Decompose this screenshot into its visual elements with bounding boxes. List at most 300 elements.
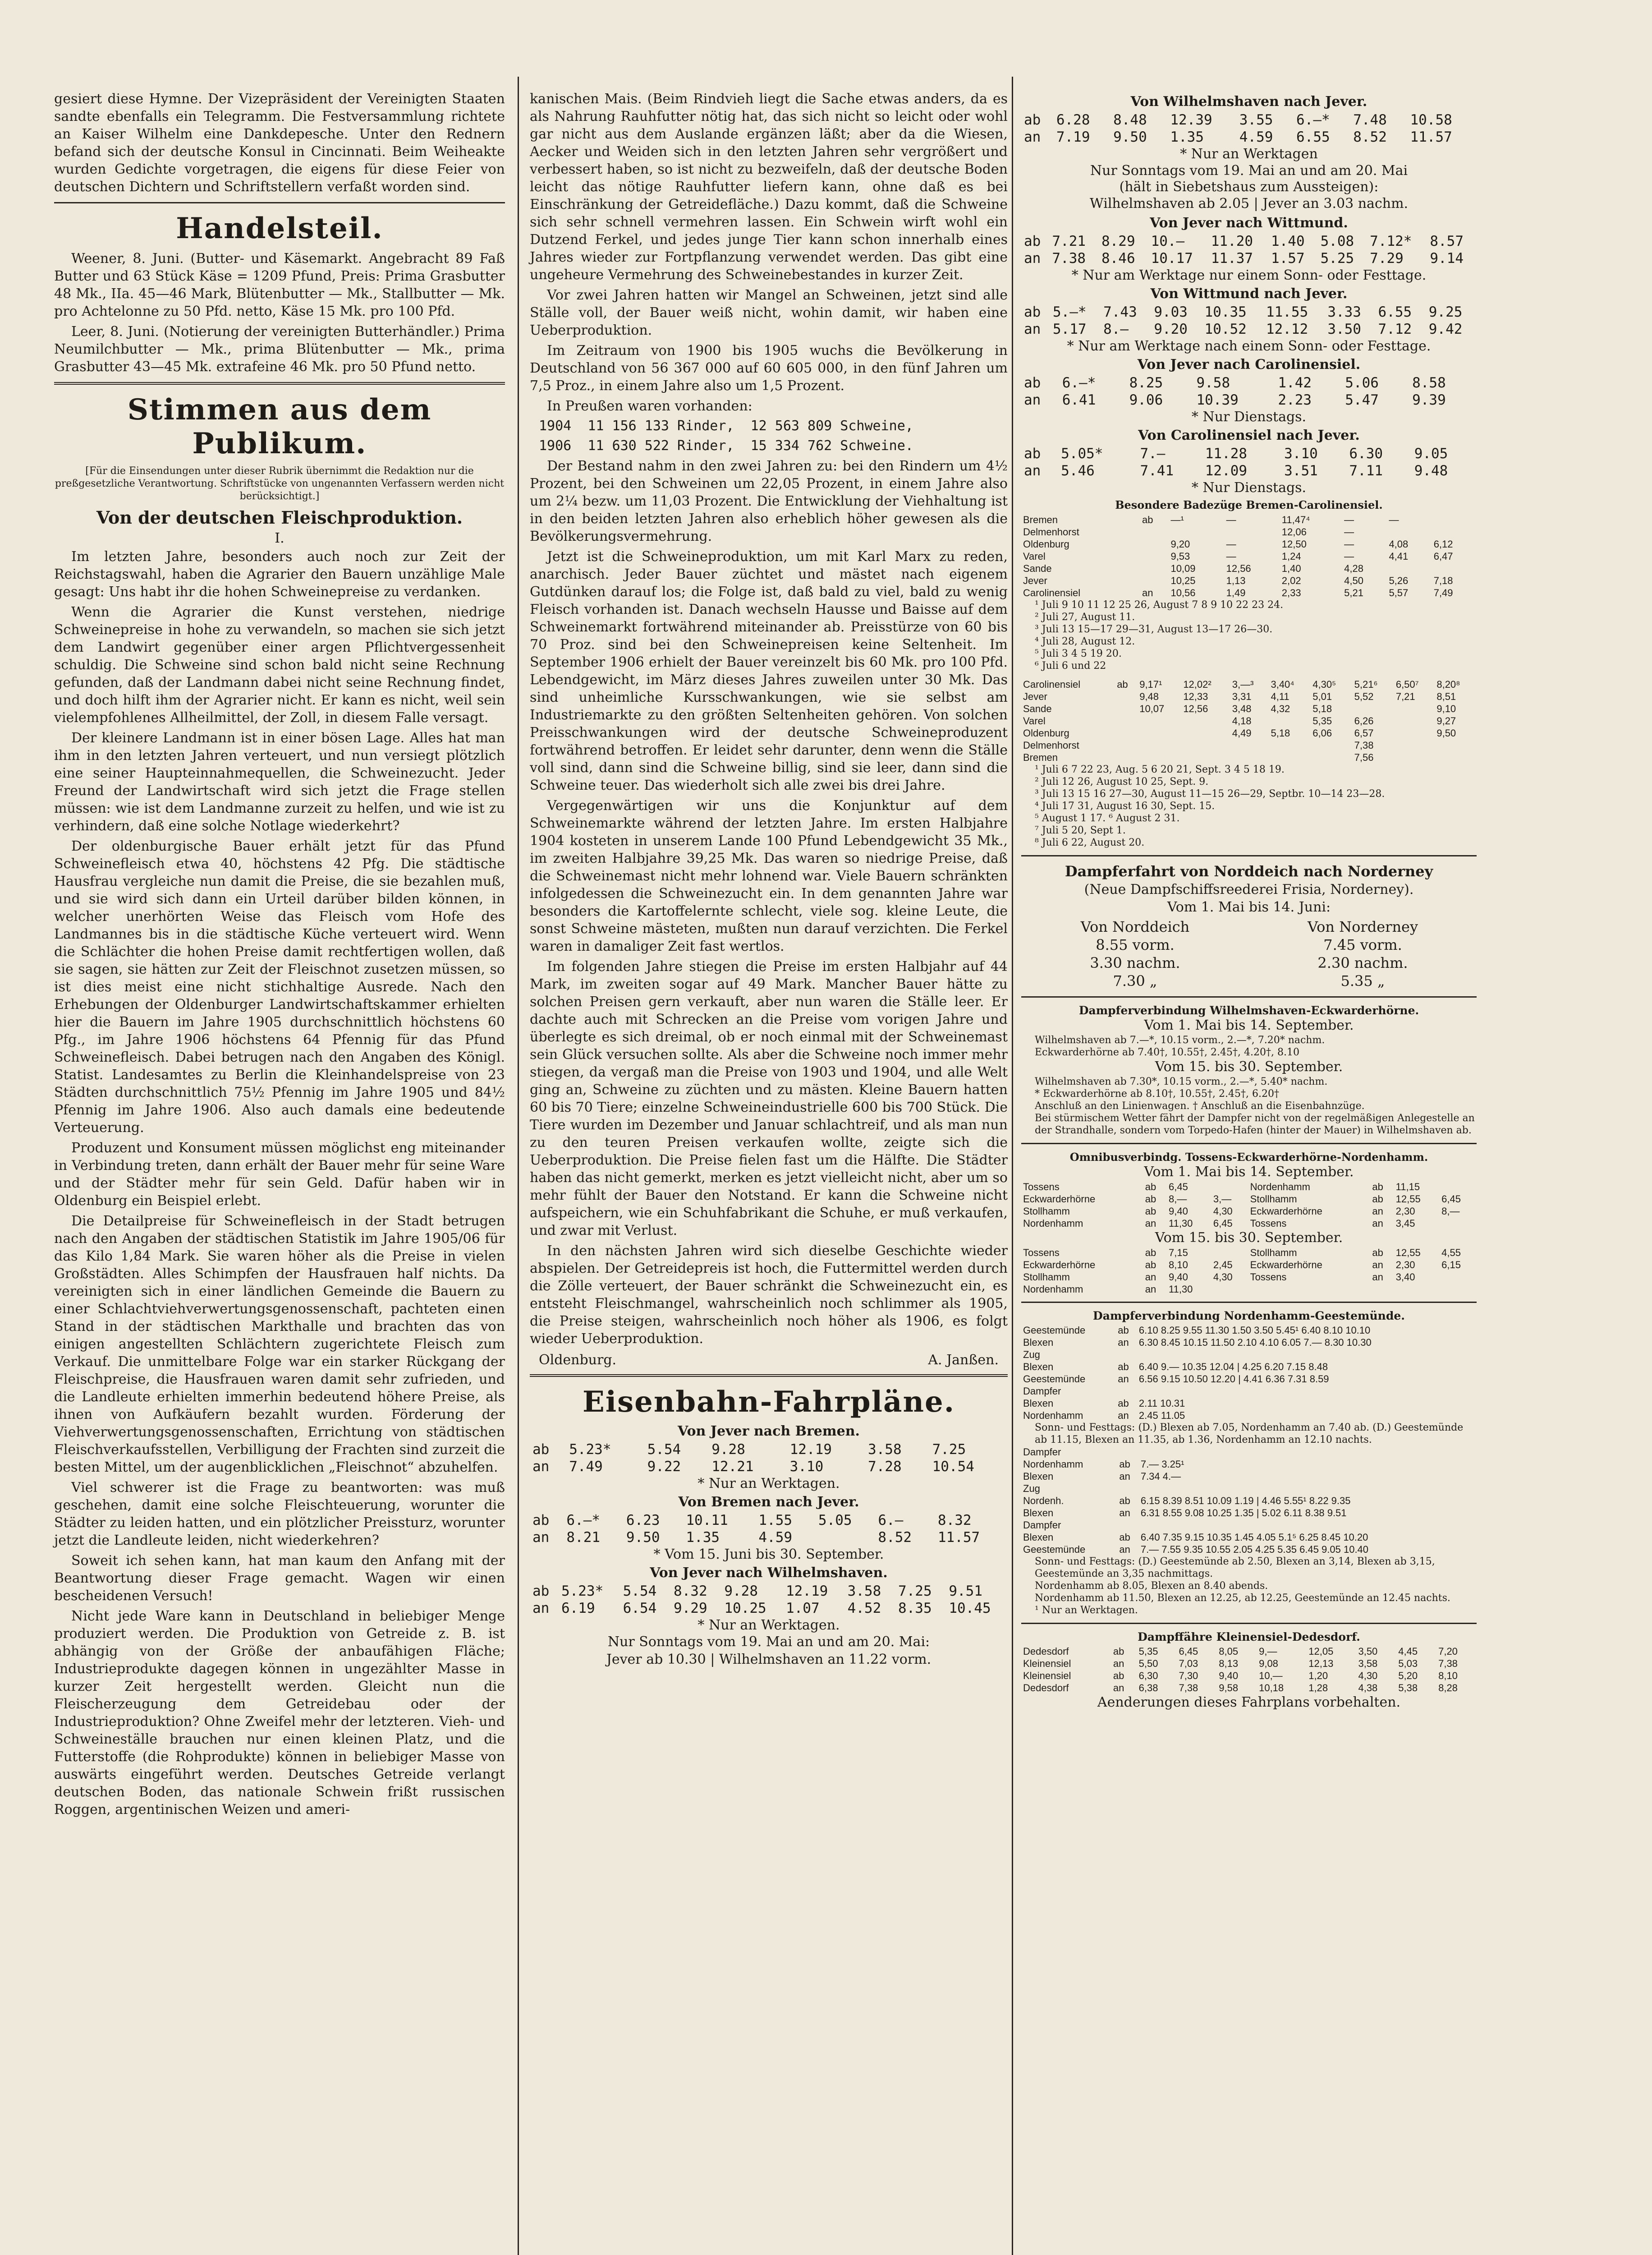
table-cell: ab	[1372, 1247, 1383, 1258]
table-cell: 7.19	[1056, 129, 1090, 145]
table-cell: 4,30	[1213, 1206, 1233, 1217]
ferry-time: 8.55 vorm.	[1096, 936, 1175, 953]
table-cell: 8.57	[1430, 233, 1464, 249]
table-row	[1021, 751, 1477, 764]
table-cell: 4,11	[1271, 691, 1289, 702]
dedesdorf-title: Dampffähre Kleinensiel-Dedesdorf.	[1138, 1630, 1360, 1643]
table-cell: 9.22	[647, 1459, 681, 1475]
table-cell	[1432, 562, 1477, 575]
table-cell: Nordenh.	[1023, 1495, 1064, 1506]
table-cell: 7,20	[1438, 1646, 1458, 1657]
footnote: ⁵ August 1 17. ⁶ August 2 31.	[1035, 813, 1180, 824]
table-cell: 7,15	[1168, 1247, 1188, 1258]
table-cell	[1211, 1283, 1248, 1295]
table-cell: 7.28	[867, 1459, 902, 1475]
table-cell: ab	[1119, 1459, 1130, 1470]
table-cell: 9.25	[1428, 304, 1463, 320]
table-cell: 12,55	[1395, 1247, 1421, 1258]
table-cell: Blexen	[1023, 1398, 1054, 1409]
table-cell	[1440, 1181, 1477, 1193]
table-cell: 6.55	[1378, 304, 1412, 320]
table-cell: 5,03	[1398, 1658, 1418, 1669]
table-cell: —	[1389, 514, 1399, 525]
table-cell: 1,28	[1308, 1682, 1328, 1694]
table-cell: Eckwarderhörne	[1023, 1259, 1096, 1270]
table-cell: ab	[1024, 446, 1041, 462]
table-row	[530, 1583, 1008, 1600]
article-paragraph: In Preußen waren vorhanden:	[547, 398, 753, 414]
table-cell: ab	[1113, 1646, 1124, 1657]
table-row	[1021, 1458, 1477, 1470]
table-cell: 3,31	[1232, 691, 1252, 702]
table-cell	[1137, 1348, 1477, 1361]
table-cell: Kleinensiel	[1023, 1670, 1071, 1681]
table-cell: Varel	[1023, 551, 1046, 562]
table-cell: 8,28	[1438, 1682, 1458, 1694]
table-cell: 11,30	[1168, 1218, 1193, 1229]
market-report-weener: Weener, 8. Juni. (Butter- und Käsemarkt. Angebracht 89 Faß Butter und 63 Stück Käse = 1209 Pfund, Preis: Prima Grasbutter 48 Mk., IIa. 45—46 Mark, Blütenbutter — Mk., Stallbutter — Mk. pro Achtelonne zu 50 Pfd. netto, Käse 15 Mk. pro 100 Pfd.	[54, 251, 505, 319]
table-cell: 7.25	[898, 1583, 932, 1599]
table-cell: 3,—³	[1232, 679, 1254, 690]
ferry-title: Dampferfahrt von Norddeich nach Norderney	[1065, 863, 1433, 880]
table-cell: 11,15	[1395, 1181, 1420, 1192]
omnibus-table	[1021, 1247, 1477, 1295]
article-title: Von der deutschen Fleischproduktion.	[96, 507, 463, 528]
divider	[1021, 855, 1477, 856]
table-cell: 3.10	[789, 1459, 824, 1475]
table-cell	[816, 1529, 875, 1546]
table-row	[1021, 445, 1477, 462]
table-cell	[1435, 751, 1477, 764]
schedule-line: Wilhelmshaven ab 7.—*, 10.15 vorm., 2.—*, 7.20* nachm.	[1035, 1035, 1325, 1046]
table-cell: 6.41	[1062, 392, 1096, 408]
table-row	[1021, 1657, 1477, 1670]
table-cell: 2,02	[1281, 575, 1301, 586]
table-cell: 2,30	[1395, 1206, 1415, 1217]
table-cell: 5,38	[1398, 1682, 1418, 1694]
table-cell: 8.29	[1101, 233, 1135, 249]
table-cell: 8,13	[1219, 1658, 1239, 1669]
table-cell: 5,01	[1312, 691, 1332, 702]
table-cell: an	[1145, 1218, 1156, 1229]
table-cell: 5.06	[1345, 375, 1379, 391]
table-cell: 1.57	[1271, 250, 1305, 267]
table-cell: 9.03	[1154, 304, 1188, 320]
table-cell	[1181, 727, 1230, 739]
table-row	[1021, 1645, 1477, 1657]
table-cell: 6.—*	[1296, 112, 1330, 128]
table-cell: an	[1372, 1259, 1383, 1270]
table-cell: —¹	[1170, 514, 1184, 525]
table-cell: 6.40 9.— 10.35 12.04 | 4.25 6.20 7.15 8.48	[1138, 1361, 1328, 1372]
table-cell: ab	[1145, 1259, 1156, 1270]
table-cell: ab	[1372, 1181, 1383, 1192]
table-cell: 4.52	[847, 1600, 881, 1616]
table-cell	[1181, 751, 1230, 764]
bade-title: Besondere Badezüge Bremen-Carolinensiel.	[1115, 498, 1383, 511]
ferry-time: 2.30 nachm.	[1317, 954, 1408, 971]
table-cell	[1311, 751, 1352, 764]
ferry-schedule	[1021, 918, 1477, 990]
table-cell: Nordenhamm	[1023, 1459, 1083, 1470]
table-cell: 12,33	[1183, 691, 1208, 702]
table-cell: 5.08	[1320, 233, 1354, 249]
table-cell	[1432, 514, 1477, 526]
table-row	[1021, 1361, 1477, 1373]
table-cell: 10,25	[1170, 575, 1196, 586]
table-cell: 11.37	[1211, 250, 1253, 267]
timetable-title: Von Wittmund nach Jever.	[1150, 286, 1348, 302]
table-cell: 2.11 10.31	[1138, 1398, 1185, 1409]
table-cell: Nordenhamm	[1250, 1181, 1310, 1192]
table-row	[530, 1600, 1008, 1617]
table-cell: Delmenhorst	[1023, 740, 1079, 751]
table-cell	[1440, 1271, 1477, 1283]
table-cell: Bremen	[1023, 514, 1058, 525]
table-cell: 5.—*	[1052, 304, 1087, 320]
table-cell: ab	[1118, 1325, 1129, 1336]
footnote: ⁵ Juli 3 4 5 19 20.	[1035, 648, 1122, 659]
timetable-jever-carolinensiel	[1021, 374, 1477, 409]
table-row	[1021, 1283, 1477, 1295]
column-divider	[1012, 77, 1013, 2255]
table-row	[1021, 703, 1477, 715]
table-cell	[1117, 1446, 1138, 1458]
table-cell	[1269, 715, 1311, 727]
table-cell	[1440, 1217, 1477, 1229]
table-cell: 3,58	[1358, 1658, 1378, 1669]
table-cell: Tossens	[1250, 1218, 1287, 1229]
table-cell: 6,57	[1354, 727, 1374, 739]
table-cell: 7.25	[932, 1441, 966, 1458]
ferry-time: 5.35 „	[1340, 972, 1385, 989]
article-paragraph: Der Bestand nahm in den zwei Jahren zu: bei den Rindern um 4½ Prozent, bei den Schweinen um 22,05 Prozent, in einem Jahre also um 2¼ bezw. um 11,03 Prozent. Die Entwicklung der Viehhaltung ist in den beiden letzten Jahren also erheblich höher gewesen als die Bevölkerungsvermehrung.	[530, 458, 1008, 544]
table-cell: ab	[1117, 679, 1128, 690]
table-cell	[1269, 751, 1311, 764]
table-row	[1021, 374, 1477, 391]
table-cell: 9,—	[1259, 1646, 1277, 1657]
table-cell	[1137, 1385, 1477, 1397]
timetable-title: Von Jever nach Wilhelmshaven.	[650, 1565, 888, 1581]
table-cell: 10.17	[1151, 250, 1193, 267]
timetable-note: * Nur an Werktagen.	[698, 1617, 840, 1633]
timetable-note: * Nur an Werktagen	[1180, 146, 1318, 162]
table-row	[1021, 462, 1477, 479]
article-paragraph: Jetzt ist die Schweineproduktion, um mit Karl Marx zu reden, anarchisch. Jeder Bauer züchtet und mästet nach eigenem Gutdünken darauf los; die Folge ist, daß bald zu viel, bald zu wenig Fleisch vorhanden ist. Danach wechseln Hausse und Baisse auf dem Schweinemarkt fortwährend miteinander ab. Preisstürze von 60 bis 70 Proz. sind bei den Schweinepreisen keine Seltenheit. Im September 1906 erhielt der Bauer vereinzelt bis 60 Mk. pro 100 Pfd. Lebendgewicht, im März dieses Jahres zuweilen unter 30 Mk. Das sind unheimliche Kursschwankungen, wie sie selbst am Industriemarkte zu den größten Seltenheiten gehören. Von solchen Preisschwankungen wird der deutsche Schweineproduzent fortwährend betroffen. Er leidet sehr darunter, denn wenn die Ställe voll sind, dann sind die Schweine billig, sind sie leer, dann sind die Schweine teuer. Das wiederholt sich alle zwei bis drei Jahre.	[530, 549, 1008, 793]
table-cell: Geestemünde	[1023, 1325, 1086, 1336]
signature-place: Oldenburg.	[539, 1352, 617, 1368]
table-cell	[1117, 1519, 1138, 1531]
table-cell: 5.23*	[569, 1441, 611, 1458]
table-row	[1021, 1397, 1477, 1409]
table-cell: an	[1113, 1682, 1124, 1694]
table-row	[1021, 526, 1477, 538]
omnibus-title: Omnibusverbindg. Tossens-Eckwarderhörne-Nordenhamm.	[1069, 1151, 1428, 1164]
table-cell: 2.45 11.05	[1138, 1410, 1185, 1421]
table-cell: 1.55	[758, 1512, 793, 1528]
table-cell: —	[1344, 526, 1354, 538]
table-cell: 2,33	[1281, 587, 1301, 598]
table-row	[1021, 514, 1477, 526]
table-cell: 7,49	[1433, 587, 1453, 598]
table-cell: 12,56	[1226, 563, 1251, 574]
table-cell: Blexen	[1023, 1361, 1054, 1372]
table-cell: 4.59	[758, 1529, 793, 1546]
table-cell: 5,18	[1312, 703, 1332, 714]
table-cell: an	[1113, 1658, 1124, 1669]
table-row	[1021, 1348, 1477, 1361]
footnote: ² Juli 27, August 11.	[1035, 612, 1135, 623]
timetable-wittmund-jever	[1021, 304, 1477, 338]
schedule-note: Aenderungen dieses Fahrplans vorbehalten.	[1097, 1694, 1401, 1710]
article-paragraph: Nicht jede Ware kann in Deutschland in beliebiger Menge produziert werden. Die Produktion von Getreide z. B. ist abhängig von der Größe der anbaufähigen Fläche; Industrieprodukte dagegen können in ungezählter Masse in kurzer Zeit hergestellt werden. Gleicht nun die Fleischerzeugung dem Getreidebau oder der Industrieproduktion? Ohne Zweifel mehr der letzteren. Vieh- und Schweineställe brauchen nur einen kleinen Platz, und die Futterstoffe (die Rohprodukte) können in beliebiger Masse von auswärts eingeführt werden. Deutsches Getreide verlangt deutschen Boden, das nationale Schwein frißt russischen Roggen, argentinischen Weizen und ameri-	[54, 1608, 505, 1818]
table-cell: —	[1344, 514, 1354, 525]
table-cell: 12,50	[1281, 538, 1307, 550]
table-row	[1021, 1385, 1477, 1397]
sunday-note: Wilhelmshaven ab 2.05 | Jever an 3.03 nachm.	[1089, 196, 1409, 212]
sunday-note: Nur Sonntags vom 19. Mai an und am 20. Mai:	[607, 1634, 930, 1650]
table-row	[1021, 550, 1477, 562]
table-cell: —	[1344, 538, 1354, 550]
table-cell: 2,45	[1213, 1259, 1233, 1270]
table-cell	[1115, 690, 1138, 703]
footnotes	[1021, 764, 1477, 849]
table-row	[1021, 1670, 1477, 1682]
table-cell: 4,08	[1389, 538, 1409, 550]
table-cell: 7,30	[1179, 1670, 1198, 1681]
timetable-jever-bremen	[530, 1441, 1008, 1475]
table-cell: Dedesdorf	[1023, 1682, 1069, 1694]
table-cell: 9.58	[1196, 375, 1230, 391]
table-cell: 3.33	[1327, 304, 1361, 320]
table-row	[1021, 587, 1477, 599]
table-cell: 9,40	[1168, 1206, 1188, 1217]
table-cell: ab	[532, 1512, 550, 1528]
table-cell: an	[1024, 392, 1041, 408]
divider	[1021, 1302, 1477, 1303]
ferry-time: 3.30 nachm.	[1090, 954, 1180, 971]
table-cell: 7.—	[1140, 446, 1166, 462]
table-cell: 1.35	[686, 1529, 720, 1546]
article-paragraph: Der kleinere Landmann ist in einer bösen Lage. Alles hat man ihm in den letzten Jahren verteuert, und nun versiegt plötzlich eine seiner Haupteinnahmequellen, die Schweinezucht. Jeder Freund der Landwirtschaft wird sich jetzt die Frage stellen müssen: wie ist dem Landmanne zurzeit zu helfen, und wie ist zu verhindern, daß eine solche Notlage wiederkehrt?	[54, 730, 505, 834]
table-cell: 8.—	[1103, 321, 1129, 337]
geestemuende-table	[1021, 1324, 1477, 1422]
table-cell: 6,30	[1138, 1670, 1158, 1681]
timetable-note: * Nur am Werktage nach einem Sonn- oder Festtage.	[1067, 338, 1431, 354]
table-cell: ab	[1024, 112, 1041, 128]
table-cell: 5.05	[818, 1512, 852, 1528]
table-row	[1021, 739, 1477, 751]
table-cell: 7.48	[1353, 112, 1387, 128]
timetable-title: Von Wilhelmshaven nach Jever.	[1130, 94, 1367, 110]
table-cell: an	[1024, 250, 1041, 267]
table-cell: 3,48	[1232, 703, 1252, 714]
table-cell: Geestemünde	[1023, 1373, 1086, 1385]
table-cell: 1,49	[1226, 587, 1246, 598]
footnote: ⁶ Juli 6 und 22	[1035, 660, 1106, 672]
table-cell: 10,56	[1170, 587, 1196, 598]
table-cell: Dampfer	[1023, 1385, 1061, 1397]
table-cell: 4,45	[1398, 1646, 1418, 1657]
table-cell: 3,45	[1395, 1218, 1415, 1229]
schedule-date: Vom 1. Mai bis 14. September.	[1144, 1017, 1354, 1033]
timetable-note: * Vom 15. Juni bis 30. September.	[653, 1546, 884, 1562]
schedule-line: Nordenhamm ab 8.05, Blexen an 8.40 abends.	[1035, 1580, 1268, 1592]
table-cell: 5.25	[1320, 250, 1354, 267]
table-cell: 9.42	[1428, 321, 1463, 337]
geestemuende-title: Dampferverbindung Nordenhamm-Geestemünde.	[1093, 1309, 1405, 1322]
table-cell	[1230, 739, 1269, 751]
table-cell: 7,38	[1179, 1682, 1198, 1694]
table-cell: 5.47	[1345, 392, 1379, 408]
table-cell: Nordenhamm	[1023, 1218, 1083, 1229]
article-paragraph: Produzent und Konsument müssen möglichst eng miteinander in Verbindung treten, dann erhält der Bauer mehr für seine Ware und der Städter mehr für sein Geld. Dafür haben wir in Oldenburg ein Beispiel erlebt.	[54, 1140, 505, 1209]
table-row	[1021, 1324, 1477, 1336]
timetable-carolinensiel-jever	[1021, 445, 1477, 479]
table-cell: 6.—*	[1062, 375, 1096, 391]
table-cell: 2,30	[1395, 1259, 1415, 1270]
table-cell: an	[1372, 1218, 1383, 1229]
table-cell: 2.23	[1278, 392, 1312, 408]
table-cell: Blexen	[1023, 1471, 1054, 1482]
table-cell: 10.25	[724, 1600, 766, 1616]
stimmen-heading: Stimmen aus dem Publikum.	[127, 393, 432, 460]
table-cell: 8,51	[1436, 691, 1456, 702]
column-divider	[518, 77, 519, 2255]
table-cell: Oldenburg	[1023, 727, 1069, 739]
article-paragraph: Der oldenburgische Bauer erhält jetzt für das Pfund Schweinefleisch etwa 40, höchstens 42 Pfg. Die städtische Hausfrau vergleiche nun damit die Preise, die sie bezahlen muß, und sie wird sich dann ein Urteil darüber bilden können, in welcher unerhörten Weise das Fleisch vom Hofe des Landmannes bis in die städtische Küche verteuert wird. Wenn die Schlächter die hohen Preise damit rechtfertigen wollen, daß sie sagen, sie hätten zur Zeit der Fleischnot zusetzen müssen, so ist dies meist eine nicht stichhaltige Ausrede. Nach den Erhebungen der Oldenburger Landwirtschaftskammer erhielten hier die Bauern im Jahre 1905 durchschnittlich höchstens 60 Pfg., im Jahre 1906 höchstens 64 Pfennig für das Pfund Schweinefleisch. Dabei betrugen nach den Angaben des Königl. Statist. Landesamtes zu Berlin die Kleinhandelspreise von 23 Städten durchschnittlich 75½ Pfennig im Jahre 1905 und 84½ Pfennig im Jahre 1906. Also auch damals eine bedeutende Verteuerung.	[54, 838, 505, 1136]
table-row	[1021, 250, 1477, 267]
schedule-line: Bei stürmischem Wetter fährt der Dampfer nicht von der regelmäßigen Anlegestelle an der Strandhalle, sondern vom Torpedo-Hafen (hinter der Mauer) in Wilhelmshaven ab.	[1035, 1113, 1475, 1136]
table-cell: 5,21⁶	[1354, 679, 1378, 690]
sunday-note: Jever ab 10.30 | Wilhelmshaven an 11.22 vorm.	[606, 1652, 932, 1667]
table-cell: 11.28	[1205, 446, 1248, 462]
table-cell: Sande	[1023, 563, 1052, 574]
table-cell: 8.32	[673, 1583, 707, 1599]
table-cell	[1117, 1482, 1138, 1495]
article-paragraph: Vergegenwärtigen wir uns die Konjunktur auf dem Schweinemarkte während der letzten Jahre. Im ersten Halbjahre 1904 kosteten in unserem Lande 100 Pfund Lebendgewicht 35 Mk., im zweiten Halbjahre 39,25 Mk. Das waren so niedrige Preise, daß die Schweinemast nicht mehr lohnend war. Viele Bauern schränkten infolgedessen die Schweinezucht ein. In dem genannten Jahre war besonders die Kartoffelernte schlecht, viele sog. kleine Leute, die sonst Schweine mästeten, mußten nun darauf verzichten. Die Ferkel waren in damaliger Zeit fast wertlos.	[530, 798, 1008, 954]
article-paragraph: Vor zwei Jahren hatten wir Mangel an Schweinen, jetzt sind alle Ställe voll, der Bauer weiß nicht, wohin damit, wir haben eine Ueberproduktion.	[530, 287, 1008, 338]
editorial-note: [Für die Einsendungen unter dieser Rubrik übernimmt die Redaktion nur die preßgesetzliche Verantwortung. Schriftstücke von ungenannten Verfassern werden nicht berücksichtigt.]	[55, 465, 505, 502]
table-cell: 5.54	[623, 1583, 657, 1599]
table-cell: 6.56 9.15 10.50 12.20 | 4.41 6.36 7.31 8.59	[1138, 1373, 1329, 1385]
handelsteil-heading: Handelsteil.	[176, 212, 383, 245]
table-cell: 12,55	[1395, 1193, 1421, 1205]
table-cell	[1169, 526, 1224, 538]
schedule-line: ¹ Nur an Werktagen.	[1035, 1605, 1138, 1616]
table-cell: 3.58	[847, 1583, 881, 1599]
table-cell: 3.10	[1284, 446, 1318, 462]
timetable-note: * Nur Dienstags.	[1191, 409, 1307, 425]
article-paragraph: Soweit ich sehen kann, hat man kaum den Anfang mit der Beantwortung dieser Frage gemacht. Wagen wir einen bescheidenen Versuch!	[54, 1553, 505, 1604]
schedule-date: Vom 15. bis 30. September.	[1155, 1230, 1343, 1246]
table-row	[1021, 1682, 1477, 1694]
table-cell: 3,40	[1395, 1271, 1415, 1283]
ferry-header: Von Norddeich	[1080, 918, 1190, 935]
table-cell	[1394, 715, 1435, 727]
table-cell: 5,57	[1389, 587, 1409, 598]
table-cell: Eckwarderhörne	[1250, 1206, 1322, 1217]
table-cell: 8,—	[1168, 1193, 1187, 1205]
table-cell: an	[1118, 1410, 1129, 1421]
table-cell: Bremen	[1023, 752, 1058, 763]
table-cell	[1116, 1385, 1137, 1397]
table-cell: 6,12	[1433, 538, 1453, 550]
sunday-note: (hält in Siebetshaus zum Aussteigen):	[1119, 179, 1379, 195]
table-cell	[1211, 1181, 1248, 1193]
ferry-time: 7.45 vorm.	[1323, 936, 1402, 953]
table-cell: 6.28	[1056, 112, 1090, 128]
table-cell: —	[1344, 551, 1354, 562]
schedule-line: Nordenhamm ab 11.50, Blexen an 12.25, ab 12.25, Geestemünde an 12.45 nachts.	[1035, 1592, 1450, 1604]
table-cell: 12.39	[1170, 112, 1212, 128]
column-2	[530, 90, 1008, 1669]
table-cell: Carolinensiel	[1023, 679, 1081, 690]
table-cell: 6.19	[561, 1600, 595, 1616]
table-cell: an	[1024, 321, 1041, 337]
table-cell: 3,40⁴	[1271, 679, 1294, 690]
table-cell: 9,08	[1259, 1658, 1278, 1669]
signature-line	[539, 1352, 999, 1368]
schedule-line: Eckwarderhörne ab 7.40†, 10.55†, 2.45†, 4.20†, 8.10	[1035, 1047, 1299, 1058]
ferry-date: Vom 1. Mai bis 14. Juni:	[1167, 899, 1331, 915]
table-cell: 1.42	[1278, 375, 1312, 391]
timetable-title: Von Carolinensiel nach Jever.	[1138, 428, 1360, 443]
table-cell: —	[1226, 514, 1236, 525]
table-cell: 9,17¹	[1139, 679, 1162, 690]
table-cell: 8,05	[1219, 1646, 1239, 1657]
table-cell: Dampfer	[1023, 1446, 1061, 1458]
table-cell: an	[1119, 1471, 1130, 1482]
table-row	[1021, 1259, 1477, 1271]
table-cell: 7.11	[1349, 463, 1383, 479]
table-cell: 8.25	[1129, 375, 1163, 391]
table-cell: 8.48	[1113, 112, 1147, 128]
table-cell: 10.—	[1151, 233, 1185, 249]
table-cell: Carolinensiel	[1023, 587, 1081, 598]
article-paragraph: Die Detailpreise für Schweinefleisch in der Stadt betrugen nach den Angaben der städtischen Statistik im Jahre 1905/06 für das Kilo 1,84 Mark. Sie waren höher als die Preise in vielen Großstädten. Alles Schimpfen der Hausfrauen half nichts. Da vereinigten sich in einer ländlichen Gemeinde die Bauern zu einer Schlachtviehverwertungsgenossenschaft, pachteten einen Stand in der städtischen Markthalle und brachten das von einigen angestellten Schlächtern zugerichtete Fleisch zum Verkauf. Die unmittelbare Folge war ein starker Rückgang der Fleischpreise, die Hausfrauen waren damit sehr zufrieden, und die Landleute erhielten immerhin bedeutend höhere Preise, als ihnen von Aufkäufern bezahlt wurden. Förderung der Viehverwertungsgenossenschaften, Errichtung von städtischen Fleischverkaufsstellen, Verbilligung der Frachten sind zurzeit die besten Mittel, um der augenblicklichen „Fleischnot“ abzuhelfen.	[54, 1213, 505, 1475]
table-row	[1021, 690, 1477, 703]
table-cell: 7.38	[1052, 250, 1086, 267]
table-cell: an	[532, 1529, 550, 1546]
table-cell: 5,21	[1344, 587, 1363, 598]
table-cell: 6,45	[1179, 1646, 1198, 1657]
table-cell	[1139, 1446, 1477, 1458]
table-cell: —	[1226, 551, 1236, 562]
table-row	[1021, 1409, 1477, 1422]
table-cell: 12.09	[1205, 463, 1248, 479]
table-cell	[1353, 703, 1394, 715]
table-cell: 7.34 4.—	[1140, 1471, 1181, 1482]
table-row	[1021, 1193, 1477, 1205]
table-cell: 4,30	[1213, 1271, 1233, 1283]
article-part-number: I.	[275, 530, 285, 546]
timetable-title: Von Jever nach Carolinensiel.	[1137, 357, 1361, 373]
table-cell: an	[1142, 587, 1153, 598]
table-cell: 3,50	[1358, 1646, 1378, 1657]
table-cell: Delmenhorst	[1023, 526, 1079, 538]
table-cell: 1,20	[1308, 1670, 1328, 1681]
table-cell: 9,27	[1436, 715, 1456, 727]
eckwarderhoerne-title: Dampferverbindung Wilhelmshaven-Eckwarderhörne.	[1078, 1004, 1419, 1017]
table-row	[530, 1529, 1008, 1546]
timetable-bremen-jever	[530, 1512, 1008, 1546]
table-cell	[1394, 703, 1435, 715]
table-cell: 6.—	[878, 1512, 904, 1528]
table-row	[1021, 1446, 1477, 1458]
table-cell: 1,40	[1281, 563, 1301, 574]
schedule-line: * Eckwarderhörne ab 8.10†, 10.55†, 2.45†, 6.20†	[1035, 1088, 1279, 1100]
